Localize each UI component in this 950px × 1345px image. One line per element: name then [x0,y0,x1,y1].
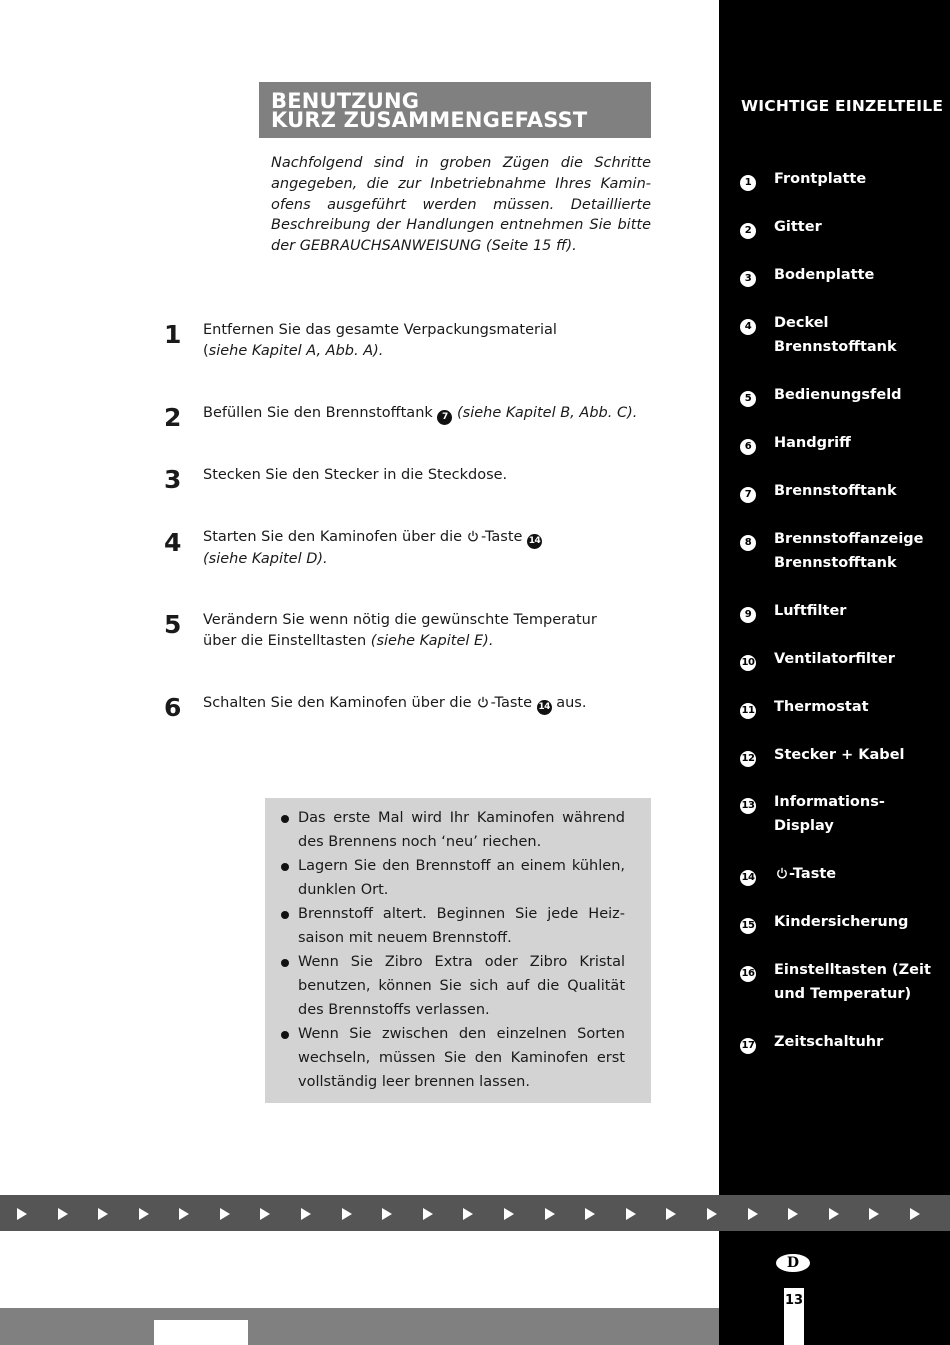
step-number: 4 [164,528,182,557]
part-number: 7 [740,487,756,503]
section-title-line1: BENUTZUNG [271,89,420,113]
part-number: 9 [740,607,756,623]
arrow-right-icon [17,1208,27,1220]
arrow-strip [0,1195,950,1231]
step-number: 3 [164,465,182,494]
note-item: Lagern Sie den Brennstoff an einem kühlen, dunklen Ort. [298,854,625,902]
step-text: Befüllen Sie den Brennstofftank 7 (siehe Kapitel B, Abb. C). [203,403,643,425]
part-label: Gitter [774,219,822,235]
language-badge: D [776,1254,810,1272]
arrow-right-icon [910,1208,920,1220]
arrow-right-icon [788,1208,798,1220]
section-title-line2: KURZ ZUSAMMENGEFASST [271,108,588,132]
arrow-right-icon [666,1208,676,1220]
arrow-right-icon [626,1208,636,1220]
part-number: 2 [740,223,756,239]
page-number: 13 [784,1288,804,1345]
part-number: 6 [740,439,756,455]
arrow-right-icon [585,1208,595,1220]
part-number: 13 [740,798,756,814]
arrow-right-icon [342,1208,352,1220]
bullet-icon [281,863,289,871]
step-text: Verändern Sie wenn nötig die gewünschte Temperatur über die Einstelltasten (siehe Kapitel E). [203,612,597,649]
part-number: 15 [740,918,756,934]
note-item: Das erste Mal wird Ihr Kaminofen während des Brennens noch ‘neu’ riechen. [298,806,625,854]
part-number: 12 [740,751,756,767]
bullet-icon [281,911,289,919]
arrow-right-icon [220,1208,230,1220]
part-label: Thermostat [774,699,869,715]
step-number: 1 [164,320,182,349]
bullet-icon [281,959,289,967]
part-label: Handgriff [774,435,851,451]
part-label: Einstelltasten (Zeit und Temperatur) [774,962,931,1002]
part-number: 4 [740,319,756,335]
arrow-right-icon [58,1208,68,1220]
part-label: Brennstofftank [774,483,897,499]
section-title-box [259,82,651,138]
part-number: 10 [740,655,756,671]
arrow-right-icon [382,1208,392,1220]
part-label: Brennstoffanzeige Brennstofftank [774,531,924,571]
note-item: Brennstoff altert. Beginnen Sie jede Heiz-saison mit neuem Brennstoff. [298,902,625,950]
part-label: Bodenplatte [774,267,875,283]
step-text: Starten Sie den Kaminofen über die -Taste 14 (siehe Kapitel D). [203,529,541,567]
footer-bar [0,1308,719,1345]
arrow-right-icon [139,1208,149,1220]
part-label: Deckel Brennstofftank [774,315,897,355]
part-ref-badge: 7 [437,410,452,425]
part-label: Kindersicherung [774,914,909,930]
arrow-right-icon [98,1208,108,1220]
part-label: Informations- Display [774,794,885,834]
part-number: 3 [740,271,756,287]
bullet-icon [281,815,289,823]
part-label: Luftfilter [774,603,847,619]
note-item: Wenn Sie zwischen den einzelnen Sorten wechseln, müssen Sie den Kaminofen erst vollständig leer brennen lassen. [298,1022,625,1094]
step-number: 6 [164,693,182,722]
notes-box [265,798,651,1103]
arrow-right-icon [748,1208,758,1220]
arrow-right-icon [463,1208,473,1220]
arrow-right-icon [301,1208,311,1220]
arrow-right-icon [423,1208,433,1220]
step-number: 2 [164,403,182,432]
step-text: Entfernen Sie das gesamte Verpackungsmaterial (siehe Kapitel A, Abb. A). [203,322,557,359]
part-ref-badge: 14 [527,534,542,549]
step-number: 5 [164,610,182,639]
part-label: -Taste [774,862,836,886]
arrow-right-icon [707,1208,717,1220]
step-text: Schalten Sie den Kaminofen über die -Taste 14 aus. [203,693,643,715]
part-label: Bedienungsfeld [774,387,902,403]
part-label: Zeitschaltuhr [774,1034,884,1050]
part-ref-badge: 14 [537,700,552,715]
power-icon [467,530,479,542]
power-icon [776,867,788,879]
sidebar-title: WICHTIGE EINZELTEILE [741,97,944,115]
arrow-right-icon [829,1208,839,1220]
part-label: Frontplatte [774,171,867,187]
arrow-right-icon [545,1208,555,1220]
part-number: 11 [740,703,756,719]
part-number: 5 [740,391,756,407]
arrow-right-icon [504,1208,514,1220]
note-item: Wenn Sie Zibro Extra oder Zibro Kristal benutzen, können Sie sich auf die Qualität des Brennstoffs verlassen. [298,950,625,1022]
intro-paragraph: Nachfolgend sind in groben Zügen die Schritte angegeben, die zur Inbetriebnahme Ihres Kamin-ofens ausgeführt werden müssen. Detaillierte Beschreibung der Handlungen entnehmen Sie bitte der GEBRAUCHSANWEISUNG (Seite 15 ff). [271,155,651,255]
step-text: Stecken Sie den Stecker in die Steckdose. [203,467,508,483]
part-number: 8 [740,535,756,551]
parts-sidebar [719,0,950,1345]
part-number: 1 [740,175,756,191]
part-number: 16 [740,966,756,982]
power-icon [477,696,489,708]
part-number: 17 [740,1038,756,1054]
bullet-icon [281,1031,289,1039]
footer-tab [154,1320,248,1345]
arrow-right-icon [260,1208,270,1220]
arrow-right-icon [179,1208,189,1220]
arrow-right-icon [869,1208,879,1220]
part-number: 14 [740,870,756,886]
part-label: Ventilatorfilter [774,651,895,667]
part-label: Stecker + Kabel [774,747,905,763]
